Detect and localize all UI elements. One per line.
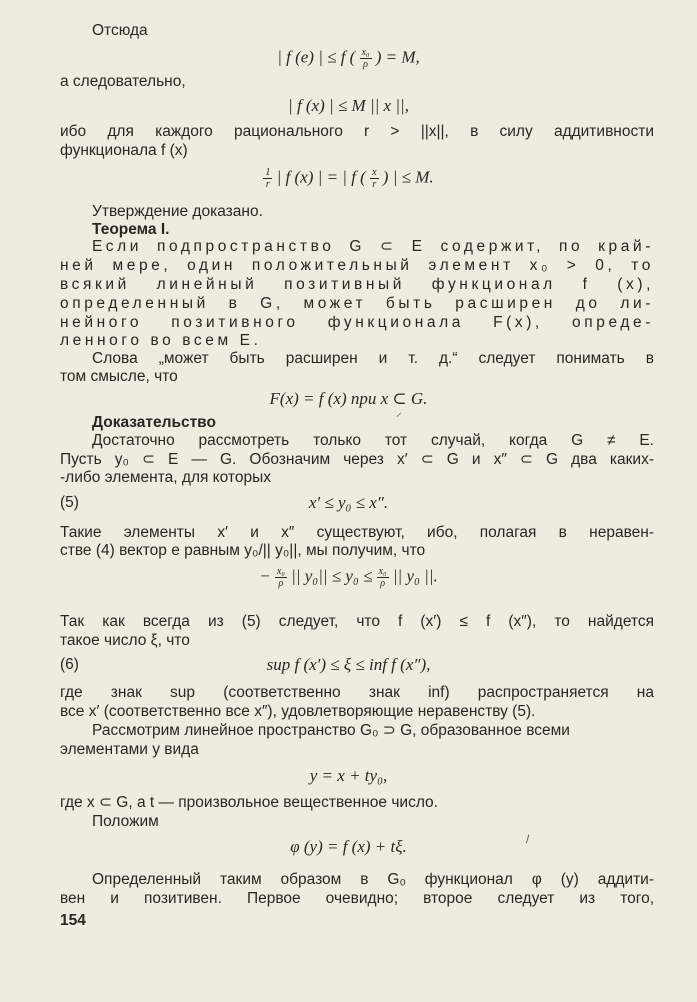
theorem-line: ленного во всем E. bbox=[60, 332, 262, 349]
text-line: вен и позитивен. Первое очевидно; второе следует из того, bbox=[60, 890, 654, 907]
formula-7: sup f (x′) ≤ ξ ≤ inf f (x″), bbox=[266, 655, 431, 674]
formula-3: $\frac{1}{r}$ | f (x) | = | f ( $\frac{x}{r}$ ) | ≤ M. bbox=[265, 167, 434, 190]
text-line: -либо элемента, для которых bbox=[60, 469, 271, 486]
theorem-line: всякий линейный позитивный функционал f (x), bbox=[60, 276, 654, 293]
text-line: все x′ (соответственно все x″), удовлетворяющие неравенству (5). bbox=[60, 703, 536, 720]
text-line: Такие элементы x′ и x″ существуют, ибо, полагая в неравен- bbox=[60, 524, 654, 541]
text-line: где x ⊂ G, а t — произвольное вещественное число. bbox=[60, 794, 438, 811]
text-line: где знак sup (соответственно знак inf) распространяется на bbox=[60, 684, 654, 701]
ink-mark: / bbox=[526, 832, 530, 846]
formula-1: | f (e) | ≤ f ( $\frac{\text{x₀}}{\rho}$ ) = M, bbox=[277, 47, 420, 70]
text-line: том смысле, что bbox=[60, 368, 178, 385]
text-line: Достаточно рассмотреть только тот случай, когда G ≠ E. bbox=[92, 432, 654, 449]
formula-6: − $\frac{\text{x₀}}{\rho}$ || y₀|| ≤ y₀ ≤ $\frac{\text{x₀}}{\rho}$ || y₀ ||. bbox=[259, 566, 438, 589]
theorem-heading: Теорема I. bbox=[92, 221, 170, 238]
equation-label: (6) bbox=[60, 656, 79, 673]
formula-8: y = x + ty₀, bbox=[309, 766, 388, 785]
text-line: Пусть y₀ ⊂ E — G. Обозначим через x′ ⊂ G и x″ ⊂ G два каких- bbox=[60, 451, 654, 468]
page-number: 154 bbox=[60, 912, 86, 929]
text-line: ибо для каждого рационального r > ||x||, в силу аддитивности bbox=[60, 123, 654, 140]
formula-5: x′ ≤ y₀ ≤ x″. bbox=[308, 493, 389, 512]
theorem-line: нейного позитивного функционала F(x), опреде- bbox=[60, 314, 654, 331]
formula-2: | f (x) | ≤ M || x ||, bbox=[288, 96, 409, 115]
text-line: стве (4) вектор e равным y₀/|| y₀||, мы получим, что bbox=[60, 542, 426, 559]
proof-heading: Доказательство bbox=[92, 414, 216, 431]
equation-label: (5) bbox=[60, 494, 79, 511]
text-line: элементами y вида bbox=[60, 741, 199, 758]
text-line: Так как всегда из (5) следует, что f (x′) ≤ f (x″), то найдется bbox=[60, 613, 654, 630]
text-line: такое число ξ, что bbox=[60, 632, 190, 649]
text-line: Утверждение доказано. bbox=[92, 203, 263, 220]
ink-mark: ⸝ bbox=[396, 405, 403, 419]
text-line: Определенный таким образом в G₀ функционал φ (y) аддити- bbox=[92, 871, 654, 888]
text-line: Слова „может быть расширен и т. д.“ следует понимать в bbox=[92, 350, 654, 367]
text-line: Положим bbox=[92, 813, 159, 830]
formula-4: F(x) = f (x) при x ⊂ G. bbox=[269, 389, 428, 408]
text-line: функционала f (x) bbox=[60, 142, 188, 159]
text-line: Рассмотрим линейное пространство G₀ ⊃ G, образованное всеми bbox=[92, 722, 570, 739]
text-line: а следовательно, bbox=[60, 73, 186, 90]
theorem-line: ней мере, один положительный элемент x₀ > 0, то bbox=[60, 257, 654, 274]
theorem-line: Если подпространство G ⊂ E содержит, по край- bbox=[92, 238, 654, 255]
theorem-line: определенный в G, может быть расширен до ли- bbox=[60, 295, 654, 312]
text-line: Отсюда bbox=[92, 22, 148, 39]
formula-9: φ (y) = f (x) + tξ. bbox=[290, 837, 407, 856]
